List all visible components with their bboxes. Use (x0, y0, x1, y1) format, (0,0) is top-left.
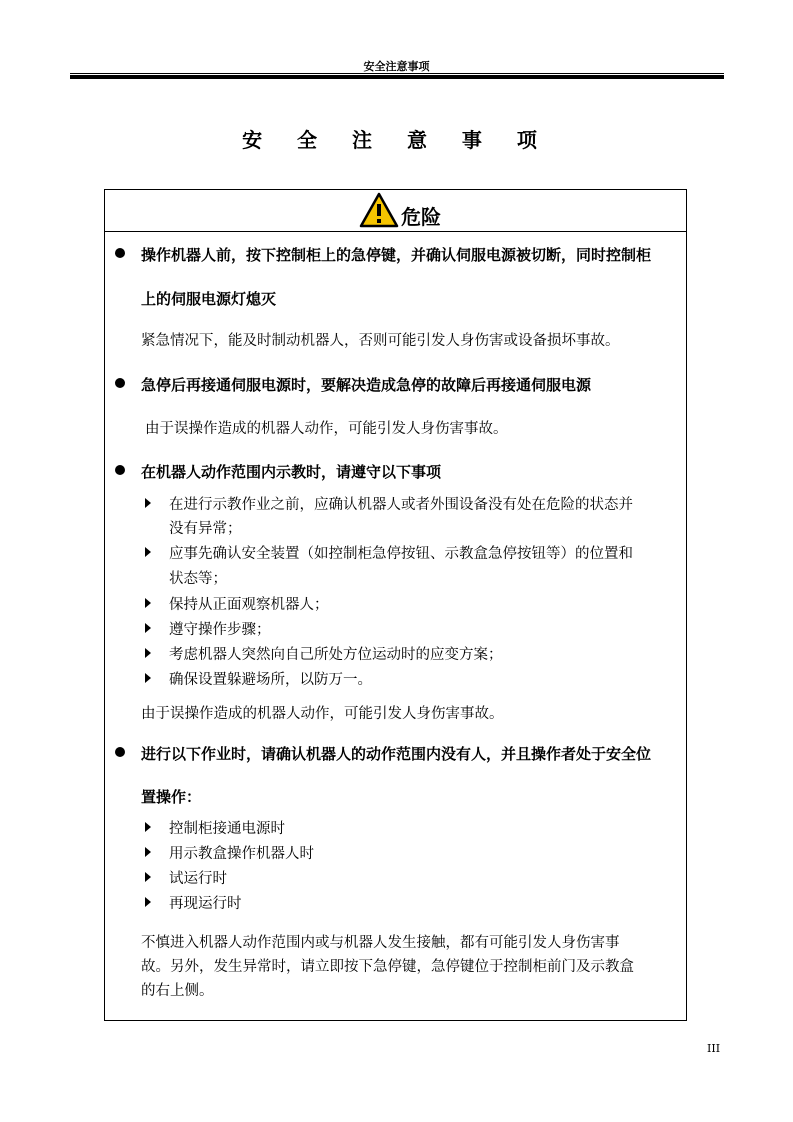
section3-item: 遵守操作步骤； (169, 622, 271, 638)
page-title: 安 全 注 意 事 项 (242, 128, 551, 152)
danger-label: 危险 (401, 205, 441, 229)
section3-item: 保持从正面观察机器人； (169, 597, 329, 613)
section4-item: 用示教盒操作机器人时 (169, 846, 314, 862)
section3-item: 确保设置躲避场所，以防万一。 (169, 672, 372, 688)
triangle-bullet-icon (145, 872, 151, 882)
page-number: III (707, 1042, 721, 1055)
bullet-icon (115, 378, 125, 388)
triangle-bullet-icon (145, 847, 151, 857)
section4-item: 再现运行时 (169, 896, 242, 912)
bullet-icon (115, 465, 125, 475)
section4-heading-line2: 置操作： (141, 788, 202, 806)
triangle-bullet-icon (145, 498, 151, 508)
section3-note: 由于误操作造成的机器人动作，可能引发人身伤害事故。 (141, 706, 504, 722)
triangle-bullet-icon (145, 673, 151, 683)
bullet-icon (115, 747, 125, 757)
running-header: 安全注意事项 (363, 60, 430, 73)
section4-heading-line1: 进行以下作业时，请确认机器人的动作范围内没有人，并且操作者处于安全位 (141, 745, 652, 763)
section4-note-line2: 故。另外，发生异常时，请立即按下急停键，急停键位于控制柜前门及示教盒 (141, 959, 634, 975)
section4-note-line1: 不慎进入机器人动作范围内或与机器人发生接触，都有可能引发人身伤害事 (141, 935, 620, 951)
section3-item: 考虑机器人突然向自己所处方位运动时的应变方案； (169, 647, 503, 663)
warning-triangle-icon (359, 192, 399, 228)
section2-note: 由于误操作造成的机器人动作，可能引发人身伤害事故。 (145, 421, 508, 437)
danger-box (104, 189, 687, 1021)
section3-item: 在进行示教作业之前，应确认机器人或者外围设备没有处在危险的状态并 (169, 497, 633, 513)
triangle-bullet-icon (145, 822, 151, 832)
danger-box-header (105, 190, 686, 232)
header-rule-thick (70, 75, 724, 79)
bullet-icon (115, 248, 125, 258)
section2-heading: 急停后再接通伺服电源时，要解决造成急停的故障后再接通伺服电源 (141, 376, 592, 394)
section1-heading-line1: 操作机器人前，按下控制柜上的急停键，并确认伺服电源被切断，同时控制柜 (141, 246, 652, 264)
section4-item: 试运行时 (169, 871, 227, 887)
triangle-bullet-icon (145, 648, 151, 658)
triangle-bullet-icon (145, 547, 151, 557)
section4-note-line3: 的右上侧。 (141, 983, 214, 999)
section3-item-cont: 状态等； (169, 571, 227, 587)
section1-heading-line2: 上的伺服电源灯熄灭 (141, 290, 277, 308)
section4-item: 控制柜接通电源时 (169, 821, 285, 837)
section3-heading: 在机器人动作范围内示教时，请遵守以下事项 (141, 463, 442, 481)
header-rule-thin (70, 73, 724, 74)
section3-item: 应事先确认安全装置（如控制柜急停按钮、示教盒急停按钮等）的位置和 (169, 546, 633, 562)
triangle-bullet-icon (145, 623, 151, 633)
triangle-bullet-icon (145, 598, 151, 608)
section3-item-cont: 没有异常； (169, 521, 242, 537)
triangle-bullet-icon (145, 897, 151, 907)
section1-note: 紧急情况下，能及时制动机器人，否则可能引发人身伤害或设备损坏事故。 (141, 333, 620, 349)
